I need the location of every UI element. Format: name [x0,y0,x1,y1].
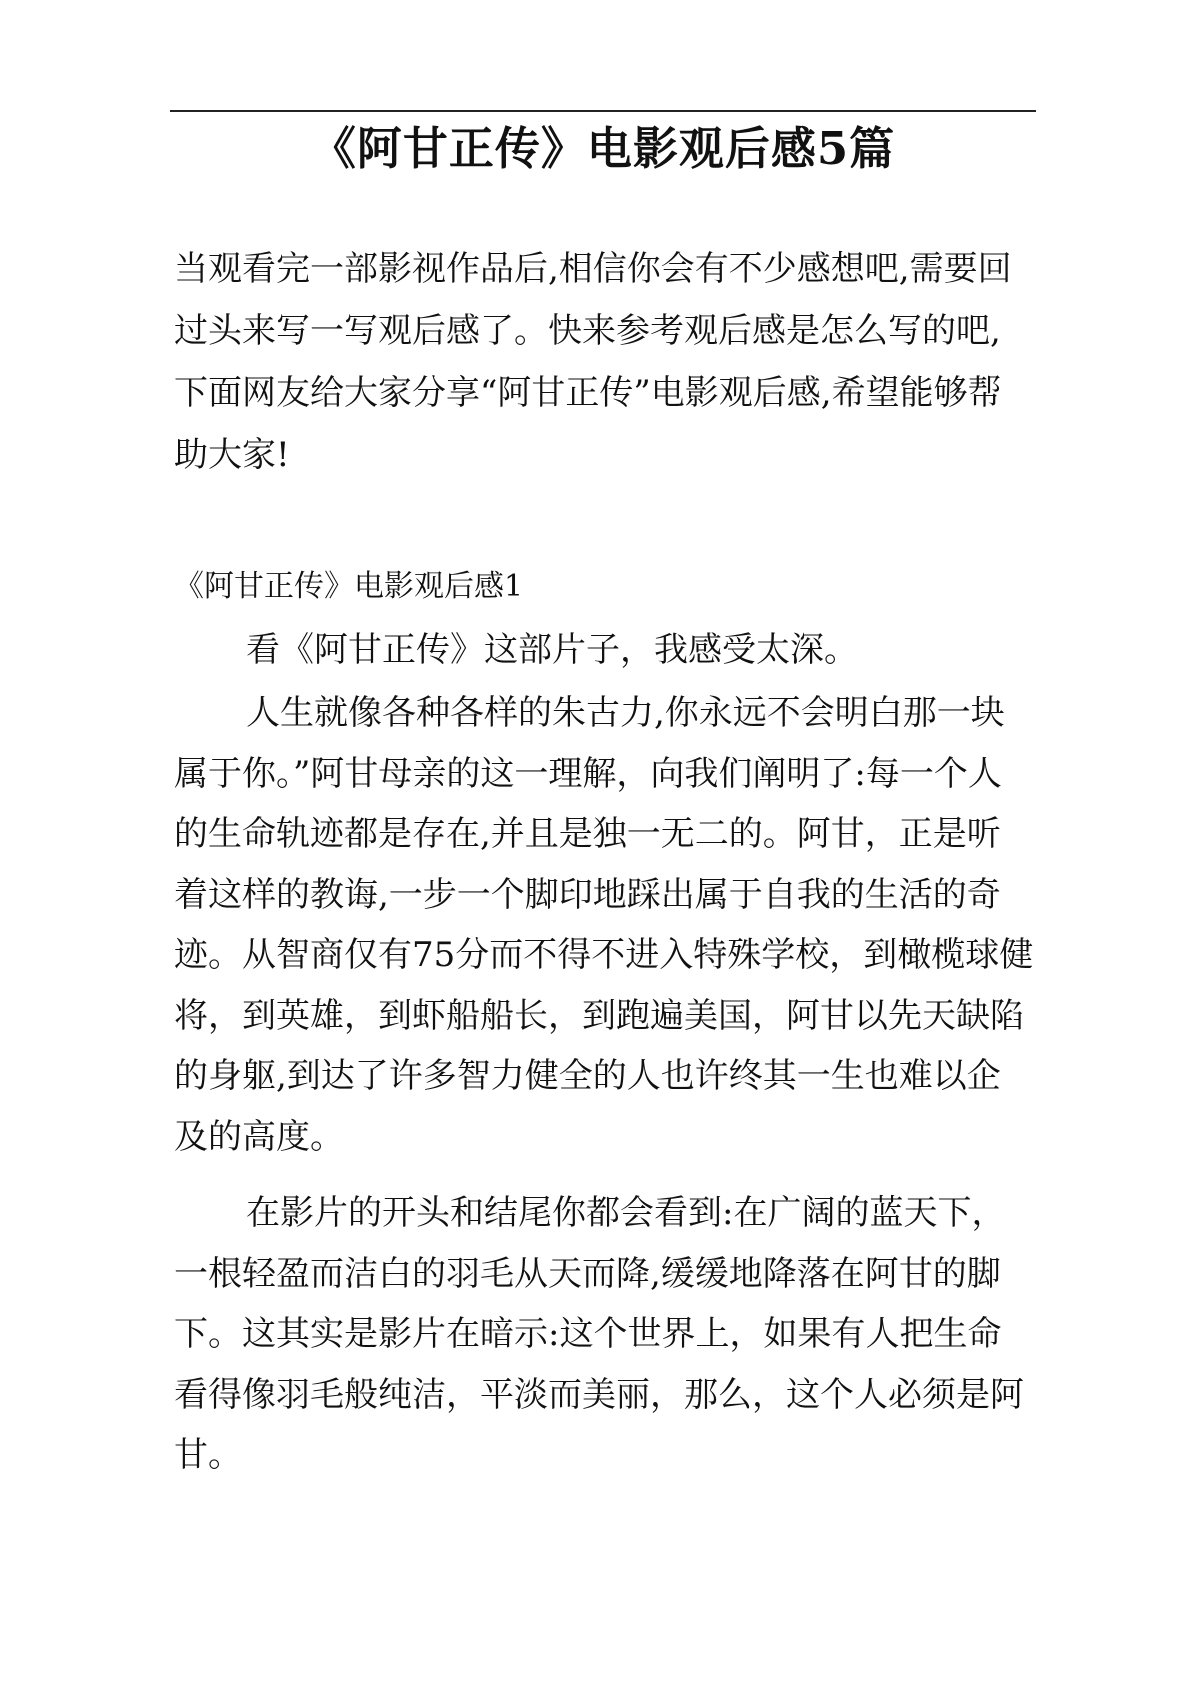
body-paragraph: 人生就像各种各样的朱古力,你永远不会明白那一块属于你。”阿甘母亲的这一理解，向我们阐明了:每一个人的生命轨迹都是存在,并且是独一无二的。阿甘，正是听着这样的教诲,一步一个脚印地踩出属于自我的生活的奇迹。从智商仅有75分而不得不进入特殊学校，到橄榄球健将，到英雄，到虾船船长，到跑遍美国，阿甘以先天缺陷的身躯,到达了许多智力健全的人也许终其一生也难以企及的高度。 [174,693,1034,1157]
section-heading: 《阿甘正传》电影观后感1 [174,569,524,604]
body-paragraph: 在影片的开头和结尾你都会看到:在广阔的蓝天下，一根轻盈而洁白的羽毛从天而降,缓缓地降落在阿甘的脚下。这其实是影片在暗示:这个世界上，如果有人把生命看得像羽毛般纯洁，平淡而美丽，那么，这个人必须是阿甘。 [174,1193,1024,1475]
header-rule [170,110,1036,112]
intro-paragraph: 当观看完一部影视作品后,相信你会有不少感想吧,需要回过头来写一写观后感了。快来参考观后感是怎么写的吧,下面网友给大家分享“阿甘正传”电影观后感,希望能够帮助大家! [174,249,1012,475]
body-paragraph: 看《阿甘正传》这部片子，我感受太深。 [246,630,858,670]
document-title: 《阿甘正传》电影观后感5篇 [310,122,896,175]
